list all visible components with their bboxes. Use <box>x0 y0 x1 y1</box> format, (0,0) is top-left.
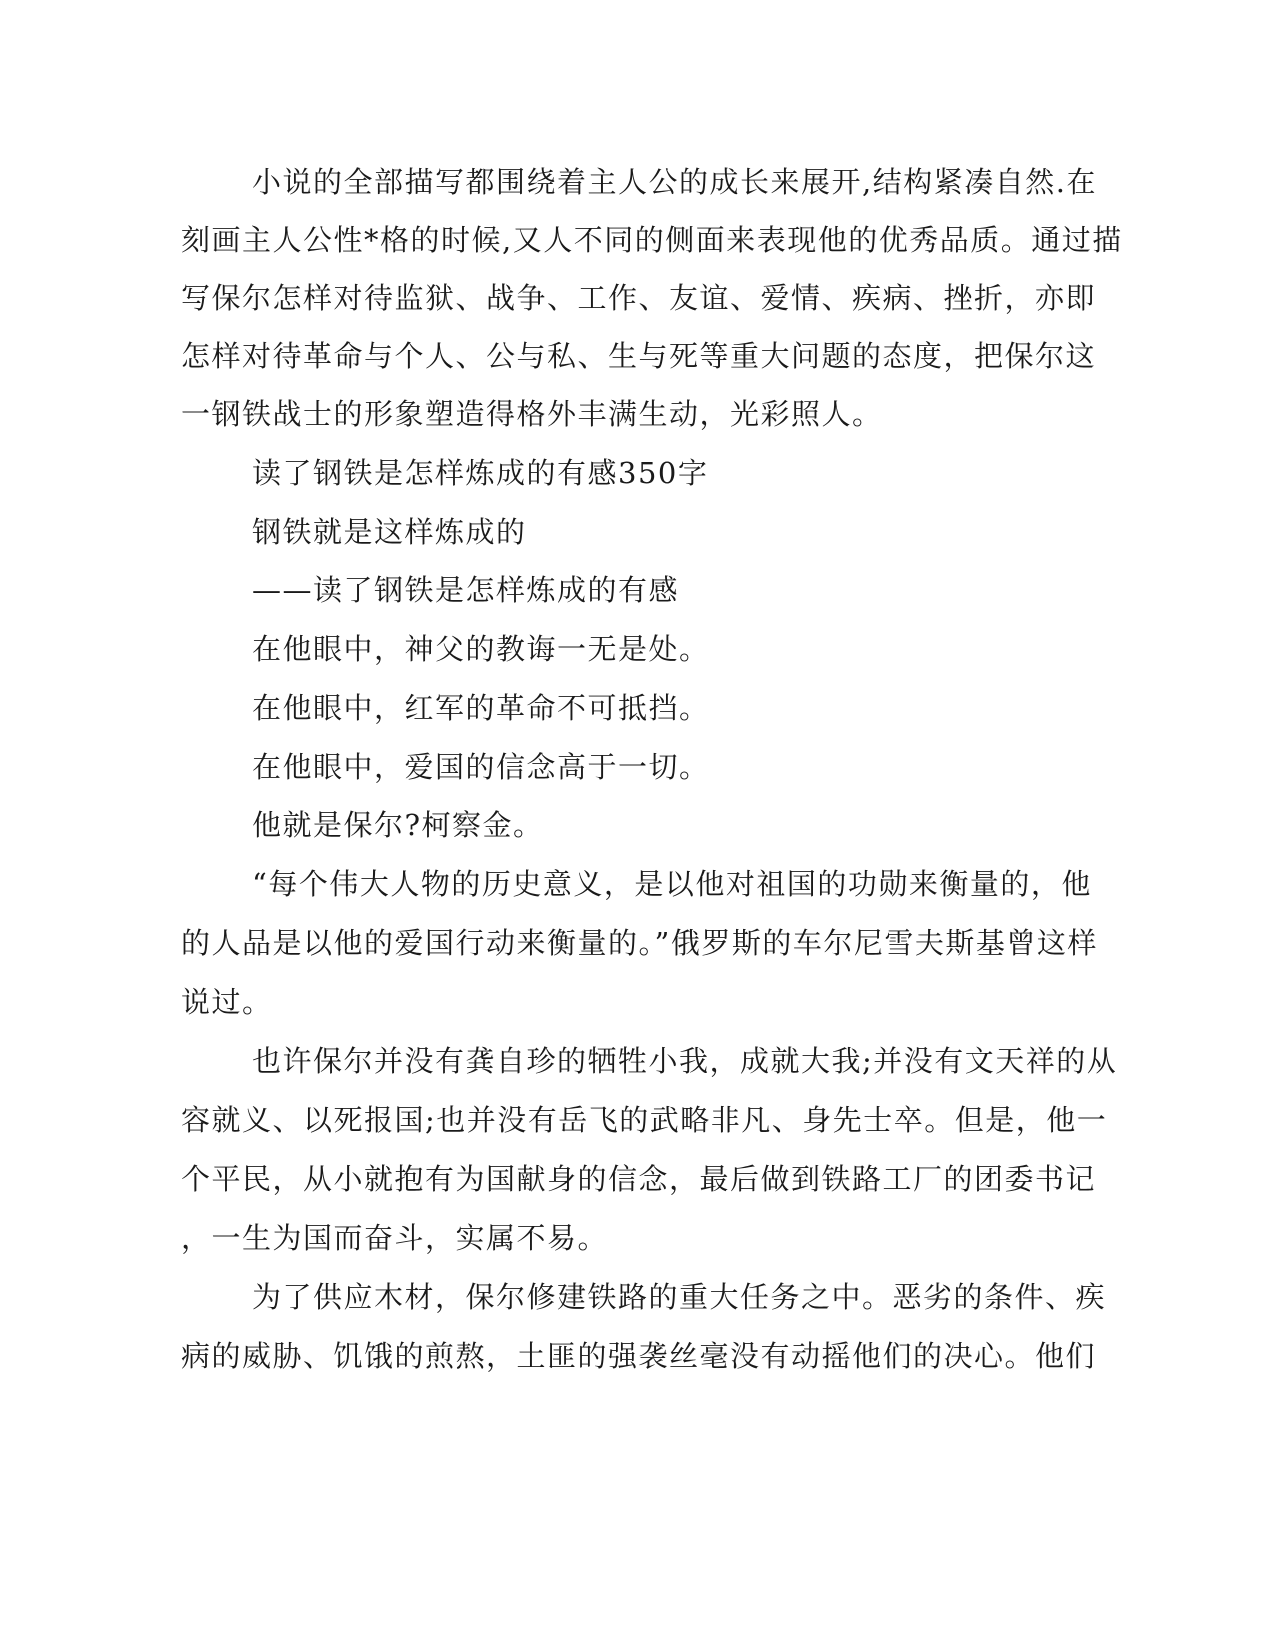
text-line: 小说的全部描写都围绕着主人公的成长来展开,结构紧凑自然.在 <box>252 165 1097 199</box>
text-line: 他就是保尔?柯察金。 <box>252 808 544 842</box>
text-line: 钢铁就是这样炼成的 <box>252 515 527 549</box>
text-line: ，一生为国而奋斗，实属不易。 <box>181 1221 609 1255</box>
text-line: “每个伟大人物的历史意义，是以他对祖国的功勋来衡量的，他 <box>252 867 1092 901</box>
text-line: 怎样对待革命与个人、公与私、生与死等重大问题的态度，把保尔这 <box>181 339 1097 373</box>
text-line: 也许保尔并没有龚自珍的牺牲小我，成就大我;并没有文天祥的从 <box>252 1044 1118 1078</box>
text-line: 读了钢铁是怎样炼成的有感350字 <box>252 456 709 490</box>
text-line: 的人品是以他的爱国行动来衡量的。”俄罗斯的车尔尼雪夫斯基曾这样 <box>181 926 1098 960</box>
text-line: ——读了钢铁是怎样炼成的有感 <box>252 573 680 607</box>
text-line: 个平民，从小就抱有为国献身的信念，最后做到铁路工厂的团委书记 <box>181 1162 1097 1196</box>
text-line: 一钢铁战士的形象塑造得格外丰满生动，光彩照人。 <box>181 397 883 431</box>
text-line: 在他眼中，爱国的信念高于一切。 <box>252 750 710 784</box>
text-line: 为了供应木材，保尔修建铁路的重大任务之中。恶劣的条件、疾 <box>252 1280 1107 1314</box>
text-line: 说过。 <box>181 985 273 1019</box>
text-line: 写保尔怎样对待监狱、战争、工作、友谊、爱情、疾病、挫折，亦即 <box>181 281 1097 315</box>
text-line: 容就义、以死报国;也并没有岳飞的武略非凡、身先士卒。但是，他一 <box>181 1103 1108 1137</box>
text-line: 病的威胁、饥饿的煎熬，土匪的强袭丝毫没有动摇他们的决心。他们 <box>181 1339 1097 1373</box>
text-line: 在他眼中，神父的教诲一无是处。 <box>252 632 710 666</box>
text-line: 在他眼中，红军的革命不可抵挡。 <box>252 691 710 725</box>
text-line: 刻画主人公性*格的时候,又人不同的侧面来表现他的优秀品质。通过描 <box>181 223 1123 257</box>
